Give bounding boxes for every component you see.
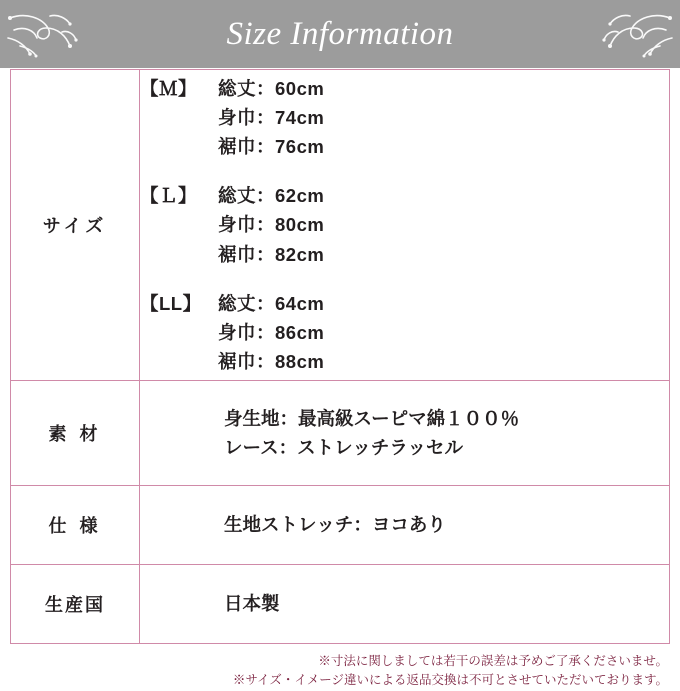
footnote-line: ※寸法に関しましては若干の誤差は予めご了承くださいませ。 [318, 654, 668, 668]
floral-flourish-icon-left [4, 8, 82, 60]
row-value-origin [140, 565, 670, 644]
origin-line: 日本製 [224, 593, 280, 615]
size-group-m [140, 74, 669, 162]
size-line [140, 210, 669, 239]
size-value: 総丈：60cm [218, 77, 325, 99]
row-label-material: 素 材 [11, 381, 140, 486]
size-tag-ll: 【LL】 [140, 292, 202, 314]
size-tag-spacer [140, 132, 218, 161]
size-tag-l: 【Ｌ】 [140, 185, 198, 207]
row-label-size: サイズ [11, 70, 140, 381]
size-tag-spacer [140, 103, 218, 132]
size-table [10, 69, 670, 644]
footnote-line: ※サイズ・イメージ違いによる返品交換は不可とさせていただいております。 [232, 673, 668, 688]
size-value: 身巾：74cm [218, 106, 325, 128]
footnotes [0, 652, 680, 691]
size-line [140, 318, 669, 347]
size-value: 裾巾：76cm [218, 135, 325, 157]
size-value: 総丈：62cm [218, 185, 325, 207]
row-value-spec [140, 486, 670, 565]
size-value: 総丈：64cm [218, 292, 325, 314]
row-value-size [140, 70, 670, 381]
material-line: レース：ストレッチラッセル [224, 437, 464, 458]
floral-flourish-icon-right [598, 8, 676, 60]
size-tag-spacer [140, 210, 218, 239]
size-value: 裾巾：88cm [218, 351, 325, 373]
spec-line: 生地ストレッチ：ヨコあり [224, 514, 446, 536]
size-table-container [0, 69, 680, 644]
size-tag-spacer [140, 347, 218, 376]
table-row-spec [11, 486, 670, 565]
table-row-size [11, 70, 670, 381]
size-line [140, 347, 669, 376]
size-value: 身巾：80cm [218, 214, 325, 236]
size-line [140, 289, 669, 318]
row-value-material [140, 381, 670, 486]
size-tag-spacer [140, 240, 218, 269]
size-line [140, 74, 669, 103]
row-label-spec: 仕 様 [11, 486, 140, 565]
header-banner [0, 0, 680, 68]
table-row-material [11, 381, 670, 486]
page-title: Size Information [226, 15, 454, 52]
size-group-l [140, 181, 669, 269]
size-group-ll [140, 289, 669, 377]
size-tag-spacer [140, 318, 218, 347]
row-label-origin: 生産国 [11, 565, 140, 644]
size-line [140, 240, 669, 269]
material-line: 身生地：最高級スーピマ綿１００％ [224, 407, 520, 429]
size-line [140, 181, 669, 210]
size-value: 裾巾：82cm [218, 243, 325, 265]
table-row-origin [11, 565, 670, 644]
size-line [140, 103, 669, 132]
size-line [140, 132, 669, 161]
size-value: 身巾：86cm [218, 322, 325, 344]
size-tag-m: 【Ｍ】 [140, 77, 198, 99]
